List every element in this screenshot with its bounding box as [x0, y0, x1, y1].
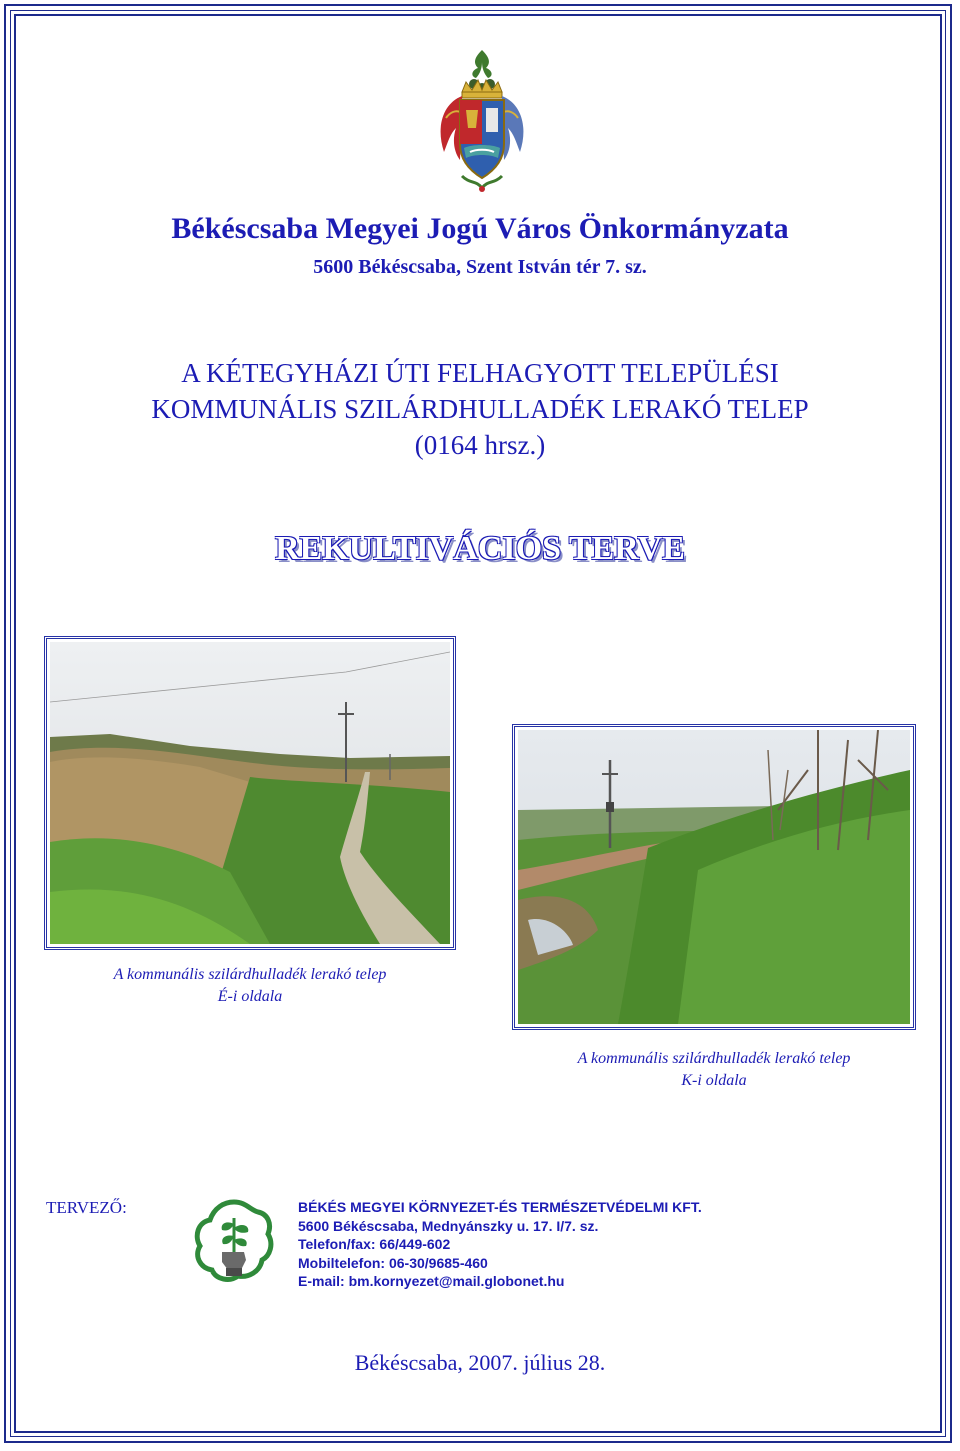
photo-east-caption: [512, 1048, 916, 1092]
tree-in-hand-logo-icon: [192, 1198, 276, 1284]
photo-east-side: [512, 724, 916, 1030]
company-mobile: Mobiltelefon: 06-30/9685-460: [298, 1254, 488, 1271]
company-address: 5600 Békéscsaba, Mednyánszky u. 17. I/7. sz.: [298, 1217, 599, 1234]
photo-north-caption: [44, 964, 456, 1008]
document-title-line-2: KOMMUNÁLIS SZILÁRDHULLADÉK LERAKÓ TELEP: [151, 394, 809, 424]
company-email: E-mail: bm.kornyezet@mail.globonet.hu: [298, 1273, 565, 1289]
photo-north-side: [44, 636, 456, 950]
landfill-north-photo: [50, 642, 450, 944]
company-name: BÉKÉS MEGYEI KÖRNYEZET-ÉS TERMÉSZETVÉDELMI KFT.: [298, 1199, 702, 1215]
designer-company-details: [298, 1198, 702, 1291]
document-title-line-1: A KÉTEGYHÁZI ÚTI FELHAGYOTT TELEPÜLÉSI: [181, 358, 779, 388]
designer-label: TERVEZŐ:: [46, 1198, 127, 1217]
photo-east-caption-line-1: A kommunális szilárdhulladék lerakó telep: [577, 1050, 851, 1067]
photo-north-caption-line-1: A kommunális szilárdhulladék lerakó telep: [113, 966, 387, 983]
organization-name: Békéscsaba Megyei Jogú Város Önkormányzata: [171, 212, 789, 245]
photo-east-caption-line-2: K-i oldala: [681, 1072, 747, 1089]
photo-north-caption-line-2: É-i oldala: [217, 988, 283, 1005]
footer-date: Békéscsaba, 2007. július 28.: [354, 1350, 606, 1375]
organization-address: 5600 Békéscsaba, Szent István tér 7. sz.: [313, 256, 647, 278]
document-title-line-3: (0164 hrsz.): [414, 430, 546, 460]
coat-of-arms-icon: [432, 48, 532, 193]
company-phone-fax: Telefon/fax: 66/449-602: [298, 1236, 451, 1252]
main-title: REKULTIVÁCIÓS TERVE: [275, 530, 685, 567]
landfill-east-photo: [518, 730, 910, 1024]
